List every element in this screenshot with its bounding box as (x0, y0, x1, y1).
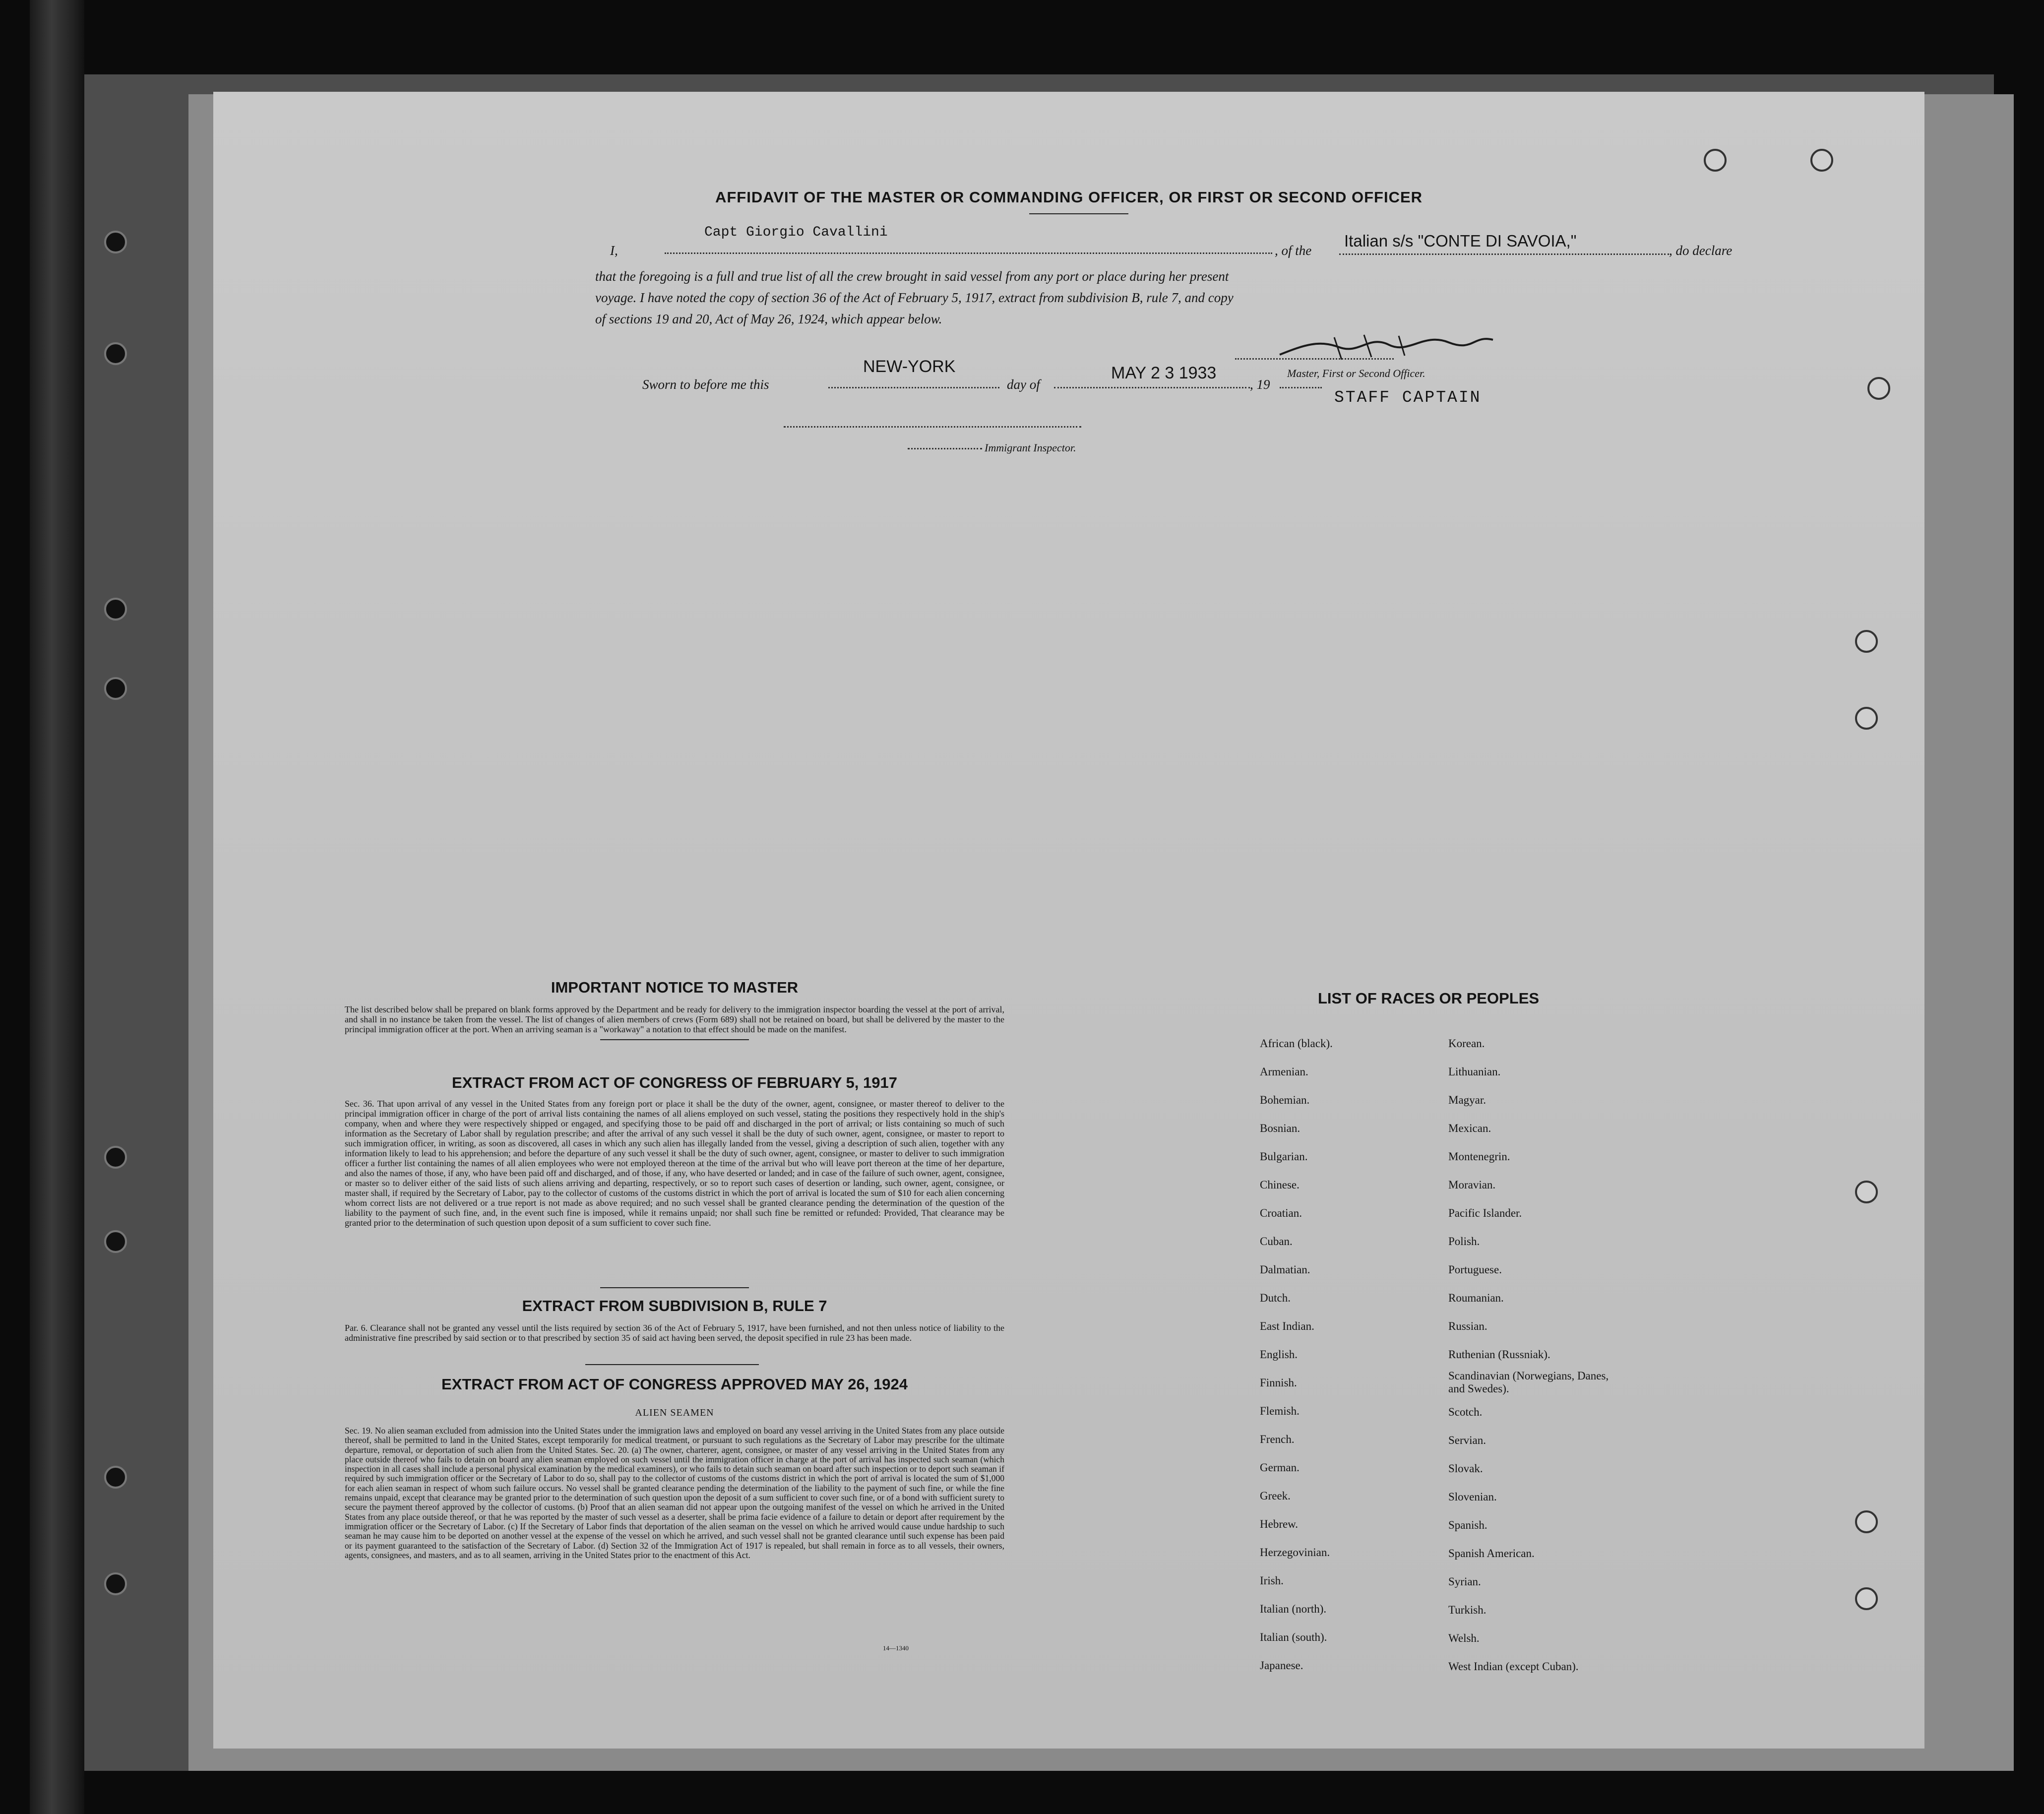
race-item: Chinese. (1260, 1179, 1300, 1191)
race-item: African (black). (1260, 1037, 1333, 1050)
section-rule (585, 1364, 759, 1365)
race-item: Bulgarian. (1260, 1150, 1308, 1163)
sworn-place-stamp: NEW-YORK (863, 357, 956, 376)
binder-hole (104, 598, 127, 621)
race-item: Dalmatian. (1260, 1263, 1310, 1276)
form-number: 14—1340 (883, 1644, 909, 1652)
races-left-column (1260, 1029, 1333, 1680)
race-item: Syrian. (1448, 1575, 1481, 1588)
race-item: Dutch. (1260, 1292, 1291, 1304)
manifest-page (213, 92, 1924, 1749)
punch-hole (1810, 149, 1833, 172)
of-the-label: , of the (1275, 243, 1312, 258)
extract-1924-text: Sec. 19. No alien seaman excluded from admission into the United States under the immigration laws and employed on board any vessel arriving in the United States from any place outside thereof, shall be permitted to land in the United States, except temporarily for medical treatment, or pursuant to such regulations as the Secretary of Labor may prescribe for the ultimate departure, removal, or deportation of such alien from the United States. Sec. 20. (a) The owner, charterer, agent, consignee, or master of any vessel arriving in the United States from any place outside thereof who fails to detain on board any alien seaman employed on such vessel until the immigration officer in charge at the port of arrival has inspected such seaman (which inspection in all cases shall include a personal physical examination by the medical examiners), or who fails to detain such seaman on board after such inspection or to deport such seaman if required by such immigration officer or the Secretary of Labor to do so, shall pay to the collector of customs of the customs district in which the port of arrival is located the sum of $1,000 for each alien seaman in respect of whom such failure occurs. No vessel shall be granted clearance pending the determination of the liability to the payment of such fine, or while the fine remains unpaid, except that clearance may be granted prior to the determination of such question upon the deposit of a sum sufficient to cover such fine, or of a bond with sufficient surety to secure the payment thereof approved by the collector of customs. (b) Proof that an alien seaman did not appear upon the outgoing manifest of the vessel on which he arrived in the United States from any place outside thereof, or that he was reported by the master of such vessel as a deserter, shall be prima facie evidence of a failure to detain or deport after requirement by the immigration officer or the Secretary of Labor. (c) If the Secretary of Labor finds that deportation of the alien seaman on the vessel on which he arrived would cause undue hardship to such seaman he may cause him to be deported on another vessel at the expense of the vessel on which he arrived, and such vessel shall not be granted clearance until such expense has been paid or its payment guaranteed to the satisfaction of the Secretary of Labor. (d) Section 32 of the Immigration Act of 1917 is repealed, but shall remain in force as to all vessels, their owners, agents, consignees, and masters, and as to all seamen, arriving in the United States prior to the enactment of this Act. (345, 1426, 1004, 1560)
race-item: Scotch. (1448, 1406, 1483, 1418)
punch-hole (1855, 1181, 1878, 1203)
notice-heading: IMPORTANT NOTICE TO MASTER (551, 979, 799, 996)
race-item: Magyar. (1448, 1094, 1487, 1106)
race-item: East Indian. (1260, 1320, 1314, 1332)
binder-hole (104, 1230, 127, 1253)
race-item: English. (1260, 1348, 1298, 1361)
binder-hole (104, 677, 127, 700)
race-item: Hebrew. (1260, 1518, 1299, 1530)
race-item: Pacific Islander. (1448, 1207, 1522, 1219)
binder-hole (104, 342, 127, 365)
heading-rule (1029, 213, 1128, 214)
affidavit-heading: AFFIDAVIT OF THE MASTER OR COMMANDING OFFICER, OR FIRST OR SECOND OFFICER (715, 188, 1423, 206)
race-item: Roumanian. (1448, 1292, 1504, 1304)
day-of-label: day of (1007, 377, 1040, 392)
section-rule (600, 1039, 749, 1040)
punch-hole (1855, 1587, 1878, 1610)
race-item: Servian. (1448, 1434, 1487, 1446)
race-item: Lithuanian. (1448, 1065, 1501, 1078)
race-item: Armenian. (1260, 1065, 1308, 1078)
declarant-label: I, (610, 243, 618, 258)
race-item: Mexican. (1448, 1122, 1491, 1134)
race-item: Spanish American. (1448, 1547, 1535, 1560)
race-item: Polish. (1448, 1235, 1480, 1248)
sworn-date-stamp: MAY 2 3 1933 (1111, 364, 1217, 382)
notice-text: The list described below shall be prepared on blank forms approved by the Department and be ready for delivery to the immigration inspector boarding the vessel at the port of arrival, and shall in no instance be taken from the vessel. The list of changes of alien members of crews (Form 689) shall not be retained on board, but shall be delivered by the master to the principal immigration officer at the port. When an arriving seaman is a "workaway" a notation to that effect should be made on the manifest. (345, 1004, 1004, 1034)
race-item: Japanese. (1260, 1659, 1303, 1672)
race-item: Cuban. (1260, 1235, 1293, 1248)
race-item: German. (1260, 1461, 1300, 1474)
race-item: Portuguese. (1448, 1263, 1502, 1276)
races-right-column (1448, 1029, 1627, 1681)
extract-1917-text: Sec. 36. That upon arrival of any vessel in the United States from any foreign port or place it shall be the duty of the owner, agent, consignee, or master thereof to deliver to the principal immigration officer in charge of the port of arrival lists containing the names of all aliens employed on such vessel, stating the positions they respectively hold in the ship's company, when and where they were respectively shipped or engaged, and specifying those to be paid off and discharged in the port of arrival; or lists containing so much of such information as the Secretary of Labor shall by regulation prescribe; and after the arrival of any such vessel it shall be the duty of such owner, agent, consignee, or master to report to such immigration officer, in writing, as soon as discovered, all cases in which any such alien has illegally landed from the vessel, giving a description of such alien, together with any information likely to lead to his apprehension; and before the departure of any such vessel it shall be the duty of such owner, agent, consignee, or master to deliver to such immigration officer a further list containing the names of all alien employees who were not employed thereon at the time of the arrival but who will leave port thereon at the time of her departure, and also the names of those, if any, who have been paid off and discharged, and of those, if any, who have deserted or landed; and in case of the failure of such owner, agent, consignee, or master so to deliver either of the said lists of such aliens arriving and departing, respectively, or so to report such cases of desertion or landing, such owner, agent, consignee, or master shall, if required by the Secretary of Labor, pay to the collector of customs of the customs district in which the port of arrival is located the sum of $10 for each alien concerning whom correct lists are not delivered or a true report is not made as above required; and no such vessel shall be granted clearance pending the determination of the question of the liability to the payment of such fine, and, in the event such fine is imposed, while it remains unpaid; nor shall such fine be remitted or refunded: Provided, That clearance may be granted prior to the determination of such question upon deposit of a sum sufficient to cover such fine. (345, 1099, 1004, 1228)
race-item: Spanish. (1448, 1519, 1487, 1531)
master-name: Capt Giorgio Cavallini (704, 225, 888, 240)
inspector-signature-line (784, 425, 1081, 428)
race-item: Welsh. (1448, 1632, 1480, 1644)
punch-hole (1855, 707, 1878, 730)
sworn-label: Sworn to before me this (642, 377, 769, 392)
race-item: Flemish. (1260, 1405, 1300, 1417)
race-item: Herzegovinian. (1260, 1546, 1330, 1559)
race-item: Greek. (1260, 1490, 1291, 1502)
signer-caption: Master, First or Second Officer. (1287, 367, 1425, 379)
inspector-caption: Immigrant Inspector. (985, 441, 1076, 454)
vessel-name: Italian s/s "CONTE DI SAVOIA," (1344, 232, 1577, 250)
race-item: Croatian. (1260, 1207, 1302, 1219)
race-item: Irish. (1260, 1574, 1284, 1587)
signature-line (1235, 357, 1394, 360)
extract-1917-heading: EXTRACT FROM ACT OF CONGRESS OF FEBRUARY 5, 1917 (452, 1074, 897, 1091)
race-item: Moravian. (1448, 1179, 1496, 1191)
race-item: West Indian (except Cuban). (1448, 1660, 1579, 1673)
race-item: Scandinavian (Norwegians, Danes, and Swedes). (1448, 1370, 1609, 1395)
do-declare-label: , do declare (1669, 243, 1733, 258)
punch-hole (1867, 377, 1890, 400)
race-item: Montenegrin. (1448, 1150, 1510, 1163)
binder-hole (104, 231, 127, 253)
race-item: Turkish. (1448, 1604, 1487, 1616)
binder-hole (104, 1466, 127, 1489)
year-label: , 19 (1250, 377, 1270, 392)
rule-7-heading: EXTRACT FROM SUBDIVISION B, RULE 7 (522, 1297, 827, 1314)
race-item: Slovak. (1448, 1462, 1483, 1475)
rule-7-text: Par. 6. Clearance shall not be granted any vessel until the lists required by section 36 of the Act of February 5, 1917, have been furnished, and not then unless notice of liability to the administrative fine prescribed by said section or to that prescribed by section 35 of said act having been served, the deposit specified in rule 23 has been made. (345, 1323, 1004, 1343)
alien-seamen-subheading: ALIEN SEAMEN (635, 1407, 714, 1418)
races-heading: LIST OF RACES OR PEOPLES (1317, 990, 1540, 1007)
race-item: Russian. (1448, 1320, 1487, 1332)
race-item: Finnish. (1260, 1376, 1297, 1389)
race-item: Italian (south). (1260, 1631, 1327, 1643)
race-item: Bosnian. (1260, 1122, 1301, 1134)
signer-title-stamp: STAFF CAPTAIN (1334, 388, 1482, 407)
race-item: Korean. (1448, 1037, 1485, 1050)
section-rule (600, 1287, 749, 1288)
extract-1924-heading: EXTRACT FROM ACT OF CONGRESS APPROVED MAY 26, 1924 (441, 1376, 908, 1393)
binder-edge (30, 0, 84, 1814)
punch-hole (1855, 630, 1878, 653)
inspector-caption-line (908, 447, 982, 449)
punch-hole (1855, 1510, 1878, 1533)
race-item: Ruthenian (Russniak). (1448, 1348, 1550, 1361)
race-item: Slovenian. (1448, 1491, 1497, 1503)
race-item: Italian (north). (1260, 1603, 1327, 1615)
affidavit-line-3: of sections 19 and 20, Act of May 26, 1924, which appear below. (595, 312, 942, 326)
binder-hole (104, 1146, 127, 1169)
affidavit-line-1: that the foregoing is a full and true list of all the crew brought in said vessel from any port or place during her present (595, 269, 1229, 284)
binder-hole (104, 1572, 127, 1595)
race-item: French. (1260, 1433, 1295, 1445)
punch-hole (1704, 149, 1727, 172)
affidavit-line-2: voyage. I have noted the copy of section 36 of the Act of February 5, 1917, extract from subdivision B, rule 7, and copy (595, 290, 1234, 305)
race-item: Bohemian. (1260, 1094, 1310, 1106)
